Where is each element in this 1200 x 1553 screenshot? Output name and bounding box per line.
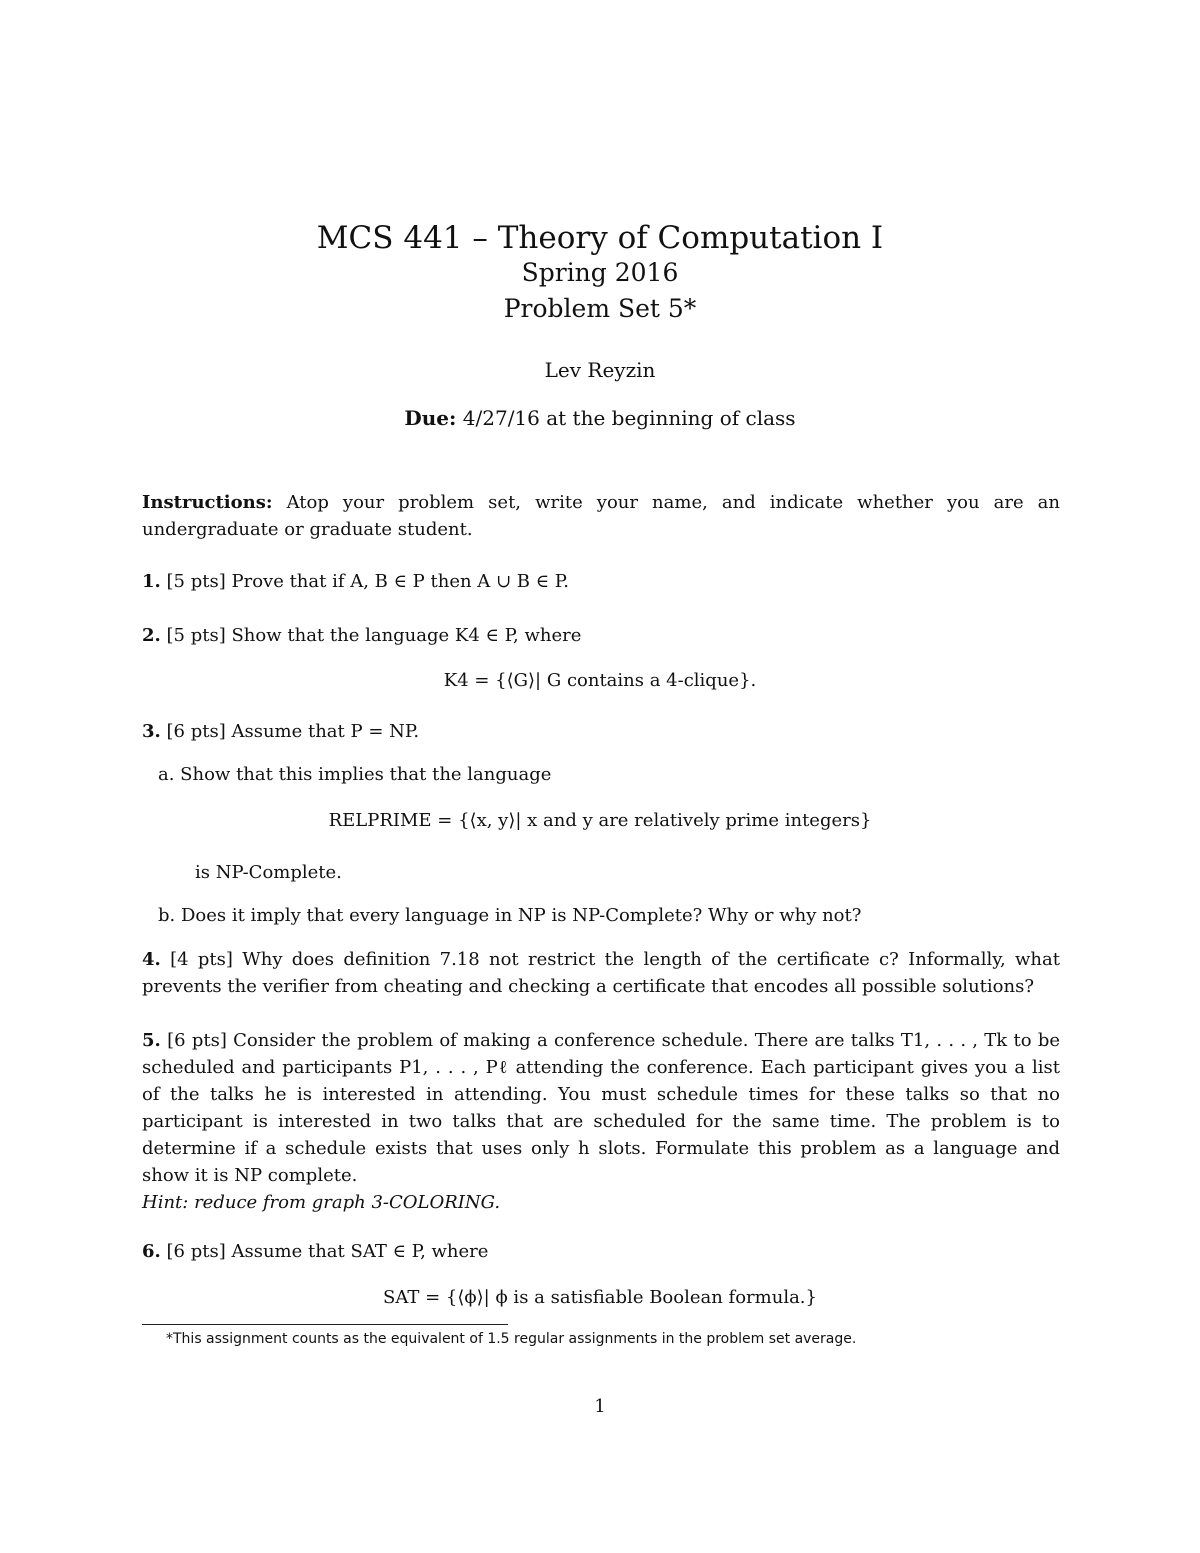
- problem-3b: b. Does it imply that every language in NP is NP-Complete? Why or why not?: [158, 905, 862, 926]
- term: Spring 2016: [521, 258, 679, 287]
- problem-6-display: SAT = {⟨ϕ⟩| ϕ is a satisfiable Boolean formula.}: [383, 1287, 817, 1308]
- problem-text: Why does definition 7.18 not restrict the length of the certificate c? Informally, what prevents the verifier from cheating and checking a certificate that encodes all possible solutions?: [142, 949, 1060, 997]
- problem-text: Show that the language K4 ∈ P, where: [225, 625, 582, 646]
- problem-text: Assume that SAT ∈ P, where: [225, 1241, 489, 1262]
- problem-3: [142, 718, 1060, 745]
- due-line: [0, 406, 1200, 430]
- author: Lev Reyzin: [544, 358, 656, 382]
- problem-number: 2.: [142, 625, 161, 646]
- problem-1: [142, 568, 1060, 595]
- problem-set-title: Problem Set 5*: [503, 294, 697, 323]
- problem-text: Assume that P = NP.: [225, 721, 420, 742]
- footnote-rule: [142, 1324, 508, 1325]
- problem-number: 4.: [142, 949, 161, 970]
- problem-5-hint: Hint: reduce from graph 3-COLORING.: [142, 1192, 501, 1213]
- problem-number: 1.: [142, 571, 161, 592]
- problem-2-display: K4 = {⟨G⟩| G contains a 4-clique}.: [443, 670, 757, 691]
- due-label: Due:: [404, 406, 457, 430]
- footnote: *This assignment counts as the equivalent of 1.5 regular assignments in the problem set average.: [166, 1331, 857, 1347]
- instructions-text: Atop your problem set, write your name, and indicate whether you are an undergraduate or graduate student.: [142, 492, 1060, 540]
- instructions: [142, 489, 1060, 543]
- problem-3a-tail: is NP-Complete.: [195, 862, 342, 883]
- problem-text: Consider the problem of making a conference schedule. There are talks T1, . . . , Tk to be scheduled and participants P1, . . . , Pℓ attending the conference. Each participant gives you a list of the talks he is interested in attending. You must schedule times for these talks so that no participant is interested in two talks that are scheduled for the same time. The problem is to determine if a schedule exists that uses only h slots. Formulate this problem as a language and show it is NP complete.: [142, 1030, 1060, 1186]
- problem-5: [142, 1027, 1060, 1216]
- problem-number: 3.: [142, 721, 161, 742]
- problem-points: [6 pts]: [166, 1241, 226, 1262]
- problem-number: 5.: [142, 1030, 161, 1051]
- problem-2: [142, 622, 1060, 649]
- problem-number: 6.: [142, 1241, 161, 1262]
- page-number: 1: [594, 1396, 606, 1417]
- problem-3a-display: RELPRIME = {⟨x, y⟩| x and y are relatively prime integers}: [328, 810, 872, 831]
- problem-points: [6 pts]: [166, 721, 226, 742]
- problem-points: [5 pts]: [166, 625, 226, 646]
- problem-points: [4 pts]: [170, 949, 233, 970]
- problem-4: [142, 946, 1060, 1000]
- problem-3a: a. Show that this implies that the language: [158, 764, 552, 785]
- due-text: 4/27/16 at the beginning of class: [456, 406, 796, 430]
- instructions-label: Instructions:: [142, 492, 273, 513]
- problem-text: Prove that if A, B ∈ P then A ∪ B ∈ P.: [225, 571, 569, 592]
- problem-6: [142, 1238, 1060, 1265]
- problem-points: [5 pts]: [166, 571, 226, 592]
- problem-points: [6 pts]: [167, 1030, 227, 1051]
- course-title: MCS 441 – Theory of Computation I: [316, 220, 884, 256]
